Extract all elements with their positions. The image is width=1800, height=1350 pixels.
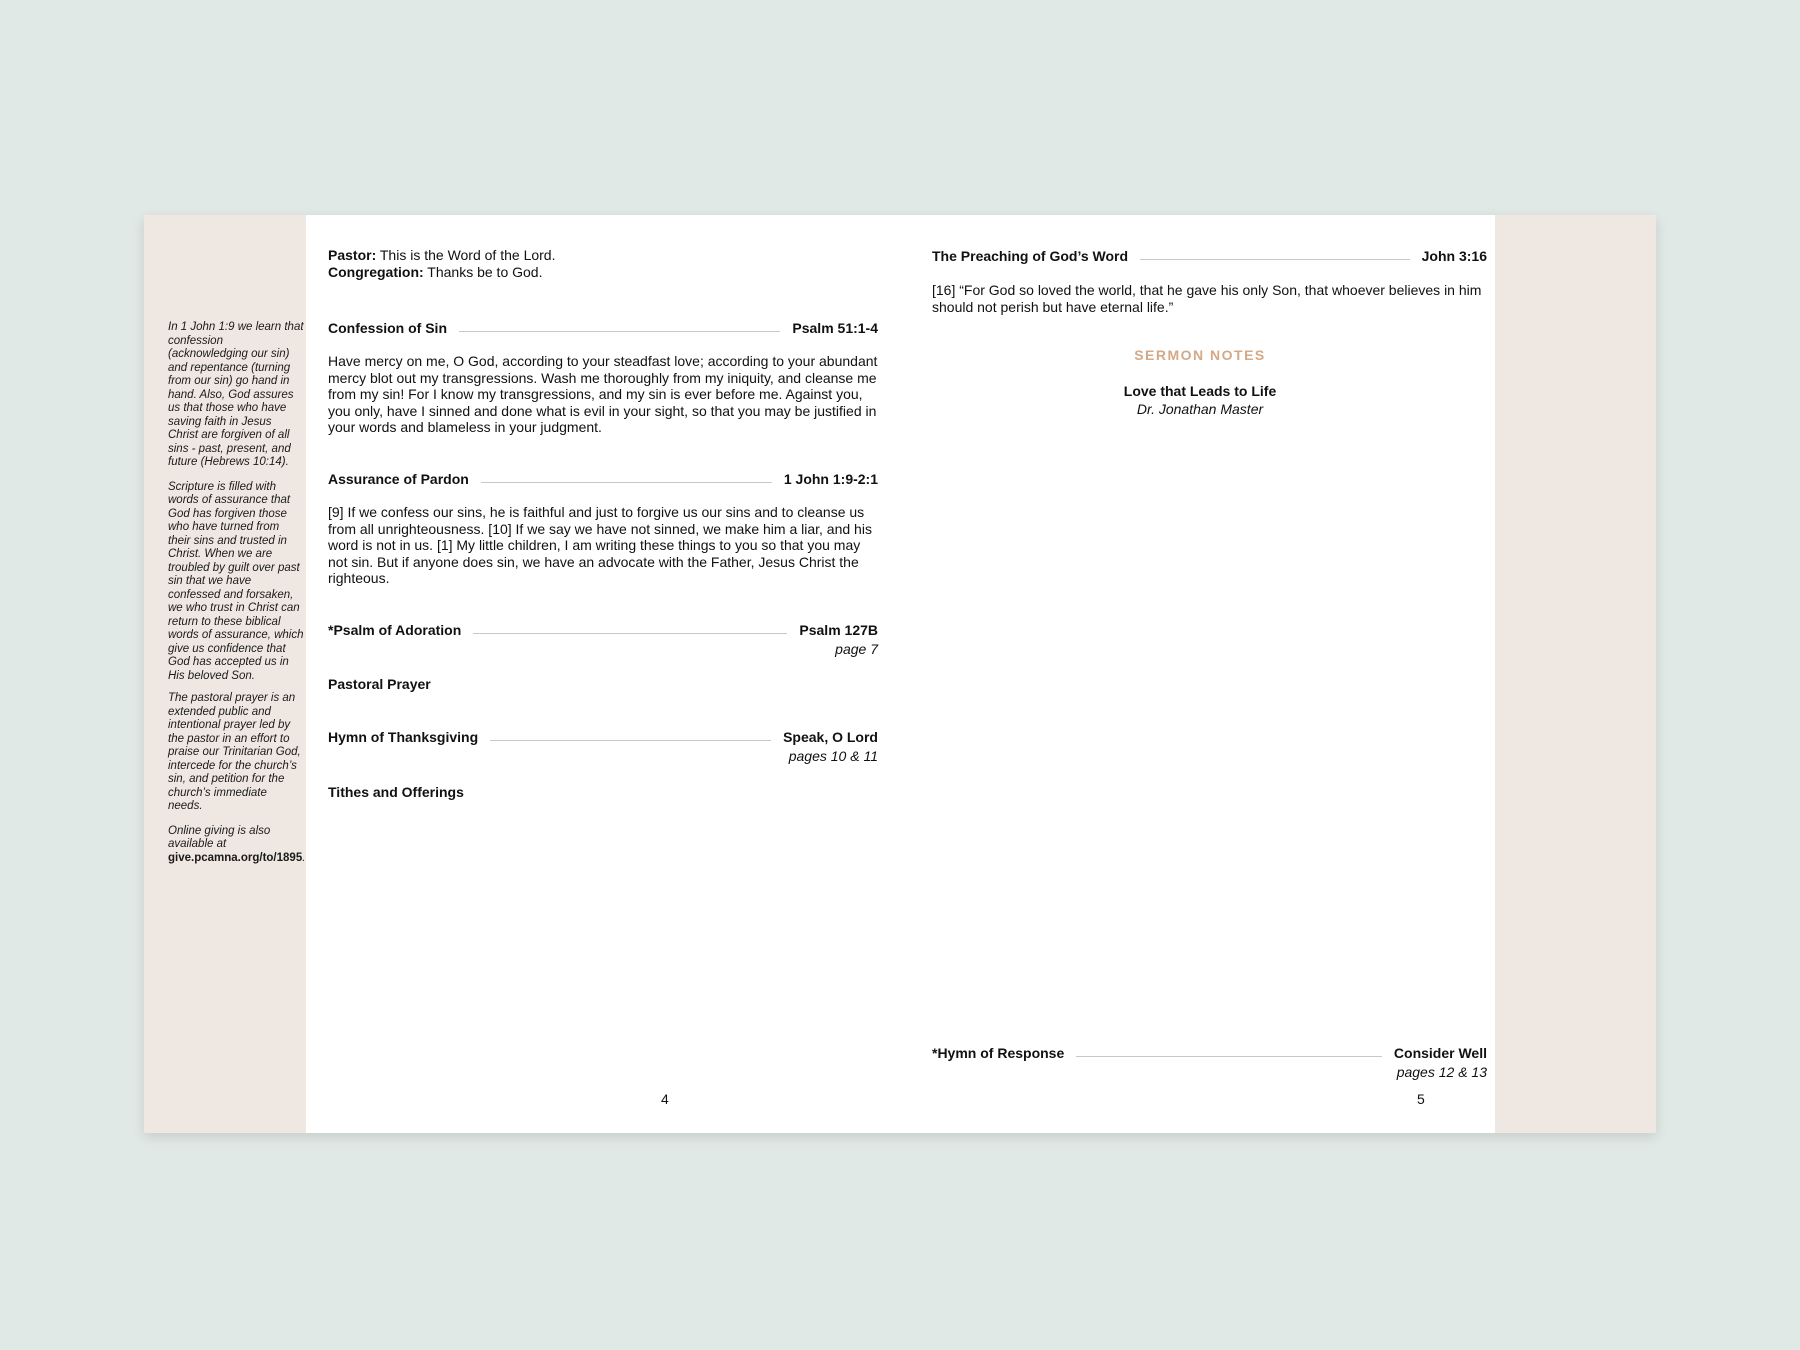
confession-heading-row: [328, 320, 878, 336]
giving-link[interactable]: give.pcamna.org/to/1895: [168, 851, 303, 864]
giving-text: Online giving is also available at: [168, 824, 271, 850]
confession-section: [328, 320, 878, 436]
pastor-text: This is the Word of the Lord.: [379, 247, 556, 263]
preaching-heading-row: [932, 248, 1487, 264]
sidenote-assurance: Scripture is filled with words of assurance that God has forgiven those who have turned from their sins and trusted in Christ. When we are troubled by guilt over past sin that we have confessed and forsaken, we who trust in Christ can return to these biblical words of assurance, which give us confidence that God has accepted us in His beloved Son.: [168, 480, 304, 682]
preaching-title: The Preaching of God’s Word: [932, 248, 1129, 264]
assurance-title: Assurance of Pardon: [328, 471, 469, 487]
congregation-text: Thanks be to God.: [427, 263, 543, 280]
leader-rule: [473, 633, 787, 634]
adoration-page: page 7: [835, 641, 878, 657]
page-number-right: 5: [1417, 1091, 1425, 1107]
adoration-section: [328, 622, 878, 657]
preaching-ref: John 3:16: [1421, 248, 1487, 264]
preaching-text: [16] “For God so loved the world, that he gave his only Son, that whoever believes in him should not perish but have eternal life.”: [932, 282, 1482, 315]
sidenote-online-giving: [168, 825, 304, 866]
pastoral-prayer-title: Pastoral Prayer: [328, 676, 431, 692]
thanksgiving-ref: Speak, O Lord: [783, 729, 878, 745]
leader-rule: [481, 482, 772, 483]
sermon-notes-heading: SERMON NOTES: [1134, 347, 1266, 363]
response-section: [932, 1045, 1487, 1080]
assurance-ref: 1 John 1:9-2:1: [783, 471, 878, 487]
confession-text: Have mercy on me, O God, according to your steadfast love; according to your abundant mercy blot out my transgressions. Wash me thoroughly from my iniquity, and cleanse me from my sin! For I know my transgressions, and my sin is ever before me. Against you, you only, have I sinned and done what is evil in your sight, so that you may be justified in your words and blameless in your judgment.: [328, 353, 878, 435]
leader-rule: [490, 740, 771, 741]
confession-title: Confession of Sin: [328, 320, 447, 336]
sermon-speaker: Dr. Jonathan Master: [1136, 401, 1264, 417]
sidenotes: [168, 321, 304, 876]
leader-rule: [1076, 1056, 1382, 1057]
word-response: [328, 247, 878, 280]
sidenote-pastoral-prayer: The pastoral prayer is an extended public and intentional prayer led by the pastor in an effort to praise our Trinitarian God, intercede for the church’s sin, and petition for the church’s immediate needs.: [168, 692, 301, 812]
thanksgiving-section: [328, 729, 878, 764]
response-page: pages 12 & 13: [1396, 1064, 1487, 1080]
response-heading-row: [932, 1045, 1487, 1061]
right-margin: [1495, 215, 1656, 1133]
adoration-heading-row: [328, 622, 878, 638]
thanksgiving-heading-row: [328, 729, 878, 745]
page-4: [306, 215, 906, 1133]
congregation-label: Congregation:: [328, 263, 424, 280]
adoration-title: *Psalm of Adoration: [328, 622, 462, 638]
adoration-ref: Psalm 127B: [799, 622, 878, 638]
page-number-left: 4: [661, 1091, 669, 1107]
tithes-title: Tithes and Offerings: [328, 784, 464, 800]
bulletin-spread: [144, 215, 1656, 1133]
left-margin: [144, 215, 306, 1133]
page-5: [905, 215, 1495, 1133]
confession-ref: Psalm 51:1-4: [792, 320, 878, 336]
preaching-section: [932, 248, 1487, 315]
response-ref: Consider Well: [1393, 1045, 1487, 1061]
thanksgiving-title: Hymn of Thanksgiving: [328, 729, 479, 745]
assurance-text: [9] If we confess our sins, he is faithful and just to forgive us our sins and to cleanse us from all unrighteousness. [10] If we say we have not sinned, we make him a liar, and his word is not in us. [1] My little children, I am writing these things to you so that you may not sin. But if anyone does sin, we have an advocate with the Father, Jesus Christ the righteous.: [328, 504, 872, 586]
leader-rule: [459, 331, 780, 332]
response-title: *Hymn of Response: [932, 1045, 1065, 1061]
sermon-title: Love that Leads to Life: [1123, 383, 1277, 399]
assurance-section: [328, 471, 878, 587]
pastor-label: Pastor:: [328, 247, 377, 263]
leader-rule: [1140, 259, 1410, 260]
assurance-heading-row: [328, 471, 878, 487]
sidenote-confession: In 1 John 1:9 we learn that confession (acknowledging our sin) and repentance (turning from our sin) go hand in hand. Also, God assures us that those who have saving faith in Jesus Christ are forgiven of all sins - past, present, and future (Hebrews 10:14).: [168, 321, 304, 468]
giving-suffix: .: [302, 851, 306, 864]
thanksgiving-page: pages 10 & 11: [788, 748, 878, 764]
